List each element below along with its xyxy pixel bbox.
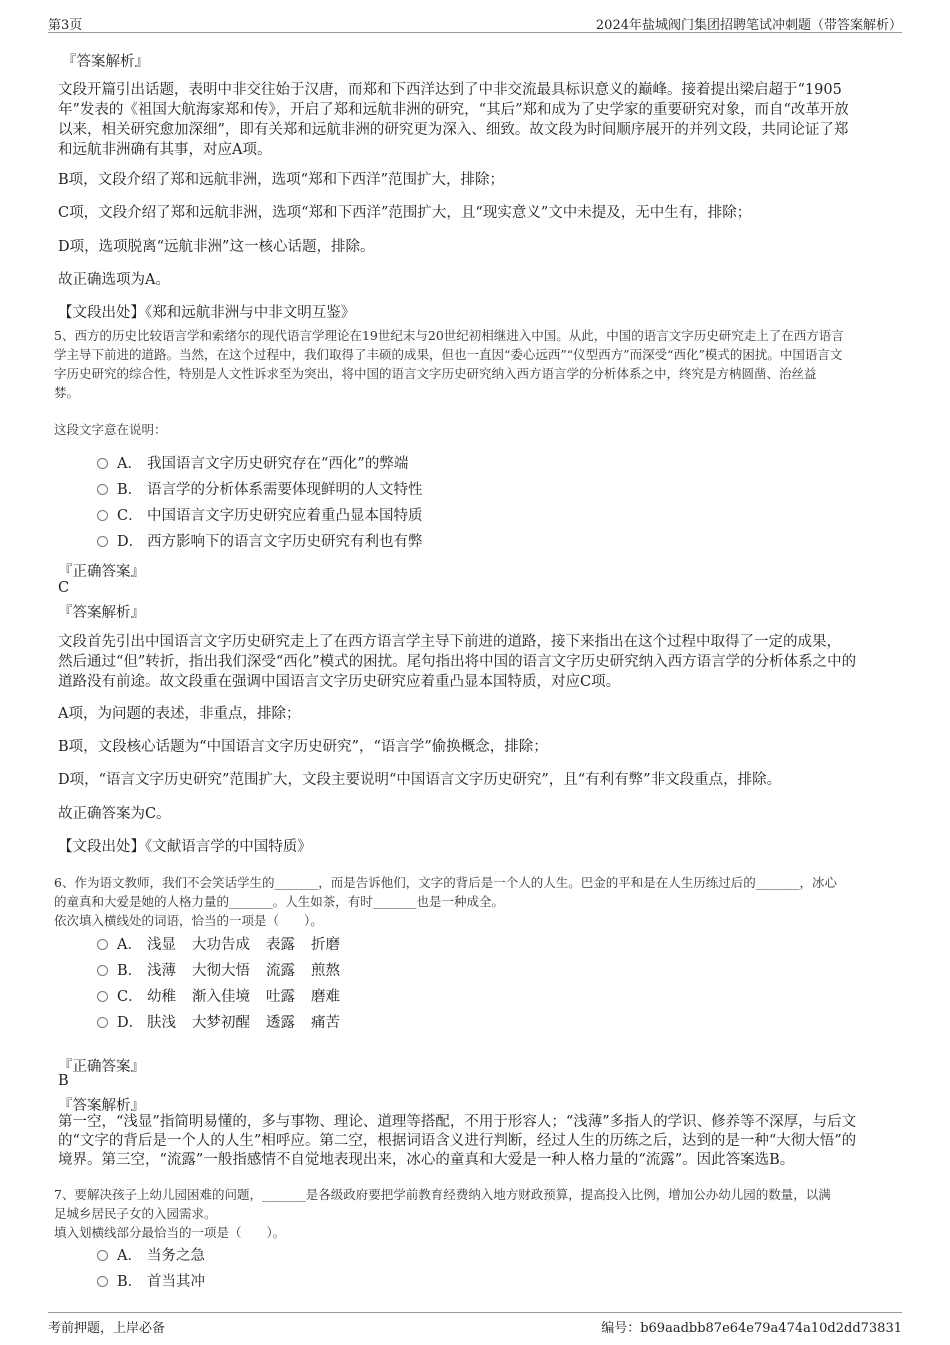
radio-button[interactable]	[97, 991, 108, 1002]
q5-option-a-analysis: A项，为问题的表述，非重点，排除；	[58, 706, 301, 722]
radio-button[interactable]	[97, 965, 108, 976]
q6-analysis-line: 的“文字的背后是一个人的人生”相呼应。第二空，根据词语含义进行判断，经过人生的历练之后，达到的是一种“大彻大悟”的	[58, 1133, 857, 1149]
q5-answer-tag: 『正确答案』	[58, 564, 145, 580]
q5-analysis-line: 文段首先引出中国语言文字历史研究走上了在西方语言学主导下前进的道路，接下来指出在这个过程中取得了一定的成果，	[58, 634, 841, 650]
page-header	[48, 14, 902, 33]
q6-analysis-line: 第一空，“浅显”指简明易懂的，多与事物、理论、道理等搭配，不用于形容人；“浅薄”多指人的学识、修养等不深厚，与后文	[58, 1114, 857, 1130]
radio-button[interactable]	[97, 510, 108, 521]
q6-answer-tag: 『正确答案』	[58, 1059, 145, 1075]
document-code: 编号：b69aadbb87e64e79a474a10d2dd73831	[601, 1321, 902, 1336]
q6-option-b[interactable]: B． 浅薄 大彻大悟 流露 煎熬	[97, 961, 356, 981]
q5-option-c[interactable]: C． 中国语言文字历史研究应着重凸显本国特质	[97, 506, 423, 526]
q5-analysis-line: 然后通过“但”转折，指出我们深受“西化”模式的困扰。尾句指出将中国的语言文字历史研究纳入西方语言学的分析体系之中的	[58, 654, 857, 670]
q7-prompt: 填入划横线部分最恰当的一项是（ ）。	[54, 1225, 286, 1240]
q5-source: 【文段出处】《文献语言学的中国特质》	[58, 839, 312, 855]
q4-option-c-analysis: C项，文段介绍了郑和远航非洲，选项“郑和下西洋”范围扩大，且“现实意义”文中未提及，无中生有，排除；	[58, 205, 752, 221]
radio-button[interactable]	[97, 1017, 108, 1028]
q7-stem-line: 7、要解决孩子上幼儿园困难的问题，_______是各级政府要把学前教育经费纳入地方财政预算，提高投入比例，增加公办幼儿园的数量，以满	[54, 1187, 831, 1202]
radio-button[interactable]	[97, 1250, 108, 1261]
q5-answer: C	[58, 580, 70, 596]
radio-button[interactable]	[97, 1276, 108, 1287]
q7-option-b[interactable]: B． 首当其冲	[97, 1272, 205, 1292]
q7-option-a[interactable]: A． 当务之急	[97, 1246, 205, 1266]
q6-option-c[interactable]: C． 幼稚 渐入佳境 吐露 磨难	[97, 987, 356, 1007]
q4-analysis-line: 和远航非洲确有其事，对应A项。	[58, 142, 272, 158]
q6-stem-line: 6、作为语文教师，我们不会笑话学生的_______，而是告诉他们，文字的背后是一个人的人生。巴金的平和是在人生历练过后的_______，冰心	[54, 875, 837, 890]
q5-stem-line: 5、西方的历史比较语言学和索绪尔的现代语言学理论在19世纪末与20世纪初相继进入中国。从此，中国的语言文字历史研究走上了在西方语言	[54, 328, 844, 343]
q5-option-b[interactable]: B． 语言学的分析体系需要体现鲜明的人文特性	[97, 480, 423, 500]
q6-stem-line: 的童真和大爱是她的人格力量的_______。人生如茶，有时_______也是一种成全。	[54, 894, 505, 909]
q5-option-d-analysis: D项，“语言文字历史研究”范围扩大，文段主要说明“中国语言文字历史研究”，且“有利有弊”非文段重点，排除。	[58, 772, 782, 788]
q5-analysis-tag: 『答案解析』	[58, 605, 145, 621]
q4-source: 【文段出处】《郑和远航非洲与中非文明互鉴》	[58, 305, 356, 321]
footer-slogan: 考前押题，上岸必备	[48, 1321, 166, 1336]
q5-prompt: 这段文字意在说明：	[54, 422, 167, 437]
q5-stem-line: 棼。	[54, 385, 80, 400]
radio-button[interactable]	[97, 939, 108, 950]
q5-stem-line: 学主导下前进的道路。当然，在这个过程中，我们取得了丰硕的成果，但也一直因“委心远西”“仪型西方”而深受“西化”模式的困扰。中国语言文	[54, 347, 843, 362]
q4-analysis-line: 以来，相关研究愈加深细”，即有关郑和远航非洲的研究更为深入、细致。故文段为时间顺序展开的并列文段，共同论证了郑	[58, 122, 849, 138]
q7-stem-line: 足城乡居民子女的入园需求。	[54, 1206, 217, 1221]
q6-option-d[interactable]: D． 肤浅 大梦初醒 透露 痛苦	[97, 1013, 356, 1033]
q4-option-b-analysis: B项，文段介绍了郑和远航非洲，选项“郑和下西洋”范围扩大，排除；	[58, 172, 504, 188]
q5-analysis-line: 道路没有前途。故文段重在强调中国语言文字历史研究应着重凸显本国特质，对应C项。	[58, 674, 621, 690]
radio-button[interactable]	[97, 484, 108, 495]
q6-option-a[interactable]: A． 浅显 大功告成 表露 折磨	[97, 935, 356, 955]
q5-option-b-analysis: B项，文段核心话题为“中国语言文字历史研究”，“语言学”偷换概念，排除；	[58, 739, 548, 755]
q6-analysis-line: 境界。第三空，“流露”一般指感情不自觉地表现出来，冰心的童真和大爱是一种人格力量的“流露”。因此答案选B。	[58, 1152, 795, 1168]
q4-analysis-line: 文段开篇引出话题，表明中非交往始于汉唐，而郑和下西洋达到了中非交流最具标识意义的巅峰。接着提出梁启超于“1905	[58, 82, 842, 98]
q4-analysis-line: 年”发表的《祖国大航海家郑和传》，开启了郑和远航非洲的研究，“其后”郑和成为了史学家的重要研究对象，而自“改革开放	[58, 102, 849, 118]
q4-conclusion: 故正确选项为A。	[58, 272, 170, 288]
q4-analysis-tag: 『答案解析』	[62, 54, 149, 70]
q4-option-d-analysis: D项，选项脱离“远航非洲”这一核心话题，排除。	[58, 239, 375, 255]
page-footer	[48, 1312, 902, 1337]
q6-prompt: 依次填入横线处的词语，恰当的一项是（ ）。	[54, 913, 323, 928]
q5-stem-line: 字历史研究的综合性，特别是人文性诉求至为突出，将中国的语言文字历史研究纳入西方语言学的分析体系之中，终究是方枘圆凿、治丝益	[54, 366, 817, 381]
q5-option-a[interactable]: A． 我国语言文字历史研究存在“西化”的弊端	[97, 454, 408, 474]
radio-button[interactable]	[97, 536, 108, 547]
page-number: 第3页	[48, 18, 83, 33]
q5-conclusion: 故正确答案为C。	[58, 806, 171, 822]
q6-answer: B	[58, 1073, 69, 1089]
document-title: 2024年盐城阀门集团招聘笔试冲刺题（带答案解析）	[595, 18, 902, 33]
q6-analysis-tag: 『答案解析』	[58, 1098, 145, 1114]
q5-option-d[interactable]: D． 西方影响下的语言文字历史研究有利也有弊	[97, 532, 423, 552]
radio-button[interactable]	[97, 458, 108, 469]
